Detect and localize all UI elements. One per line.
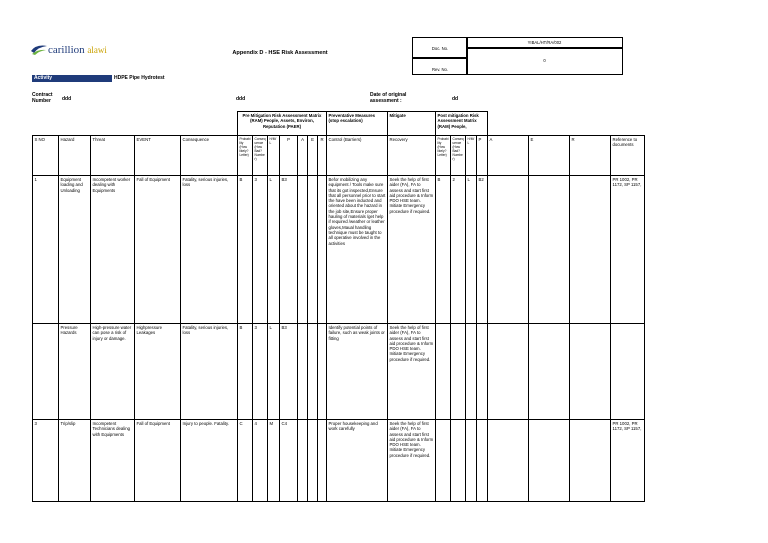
- col-sno: S NO: [33, 136, 59, 176]
- company-logo: [30, 38, 116, 62]
- col-event: EVENT: [135, 136, 181, 176]
- date-original-assessment-label: Date of original assessment :: [370, 92, 407, 104]
- group-header-row: [33, 112, 645, 136]
- rev-no-value-cell: [466, 47, 623, 75]
- doc-no-value: YIBAL/HT/RA/002: [527, 40, 562, 45]
- col-r: R: [318, 136, 327, 176]
- rev-no-label-cell: [412, 57, 468, 75]
- col-post-hml: H/M/ L: [466, 136, 477, 176]
- col-e: E: [308, 136, 318, 176]
- col-consequence: Consequence: [181, 136, 238, 176]
- col-p: P: [280, 136, 298, 176]
- table-row: 3 Trip/slip Incompetent Technicians dealing with Equipments Fall of Equipment Injury to people. Fatality. C 4 M C4 Proper housekeeping and work carefully Seek the help of first aider (FA), FA to assess and start first aid procedure & Inform PDO HSE team. Initiate Emergency procedure if required. PR 1002, PR 1172, SP 1157,: [33, 420, 645, 502]
- contract-number-label: Contract Number: [32, 92, 53, 104]
- col-reference: Reference to documents: [611, 136, 645, 176]
- contract-middle-value: ddd: [236, 96, 246, 102]
- rev-no-value: 0: [543, 58, 546, 63]
- activity-value: HDPE Pipe Hydrotest: [114, 75, 165, 81]
- logo-text-main: carillion: [48, 44, 85, 56]
- risk-assessment-table: [32, 111, 645, 502]
- contract-number-value: ddd: [62, 96, 72, 102]
- preventative-header: Preventative Measures (stop escalation): [327, 112, 388, 136]
- table-row: 1 Equipment loading and Unloading Incompetent worker dealing with Equipments Fall of Equipment Fatality, serious injuries, loss B 3 L B3 Befor mobilizing any equipment / Tools make sure that its got inspected,Ensure that all personnel prior to start the have been inducted and oriented about the hazard in the job site,Ensure proper hauling of materials /get help if required /weather or leather gloves,Maual handling technique must be taught to all operative involved in the activities Seek the help of first aider (FA), FA to assess and start first aid procedure & Inform PDO HSE team. Initiate Emergency procedure if required. B 2 L B2 PR 1002, PR 1172, SP 1157,: [33, 176, 645, 324]
- date-original-assessment-value: dd: [452, 96, 459, 102]
- pre-mitigation-header: Pre Mitigation Risk Assessment Matrix (RAM) People, Assets, Environ, Reputation (PAER): [238, 112, 327, 136]
- col-threat: Threat: [91, 136, 135, 176]
- activity-label: Activity: [32, 75, 112, 82]
- col-hml: H/M/ L: [268, 136, 280, 176]
- col-probability: Probabi lity (How likely? Letter): [238, 136, 253, 176]
- col-post-probability: Probabi lity (How likely? Letter): [436, 136, 451, 176]
- table-row: Pressure Hazards High-pressure water can pose a risk of injury or damage. Highpressure Leakages Fatality, serious injuries, loss B 3 L B3 Identify potential points of failure, such as weak joints or fitting Seek the help of first aider (FA), FA to assess and start first aid procedure & Inform PDO HSE team. Initiate Emergency procedure if required.: [33, 324, 645, 420]
- doc-no-label: Doc. No.: [431, 46, 449, 51]
- mitigate-header: Mitigate: [388, 112, 436, 136]
- col-a: A: [298, 136, 308, 176]
- logo-text-sub: alawi: [87, 45, 107, 55]
- page-title: Appendix D - HSE Risk Assessment: [232, 50, 328, 56]
- col-recovery: Recovery: [388, 136, 436, 176]
- col-post-a: A: [488, 136, 529, 176]
- col-control: Control (Barriers): [327, 136, 388, 176]
- post-mitigation-header: Post mitigation Risk Assessment Matrix (RAM) People,: [436, 112, 488, 136]
- logo-swoosh-icon: [30, 42, 48, 56]
- col-post-r: R: [570, 136, 611, 176]
- doc-no-label-cell: [412, 37, 468, 59]
- col-hazard: Hazard: [59, 136, 91, 176]
- col-post-severity: Conseq uence (How Bad? Numbe r): [451, 136, 466, 176]
- col-post-e: E: [529, 136, 570, 176]
- rev-no-label: Rev. No.: [432, 67, 448, 72]
- col-severity: Conseq uence (How Bad? Numbe r): [253, 136, 268, 176]
- column-header-row: [33, 136, 645, 176]
- col-post-p: P: [477, 136, 488, 176]
